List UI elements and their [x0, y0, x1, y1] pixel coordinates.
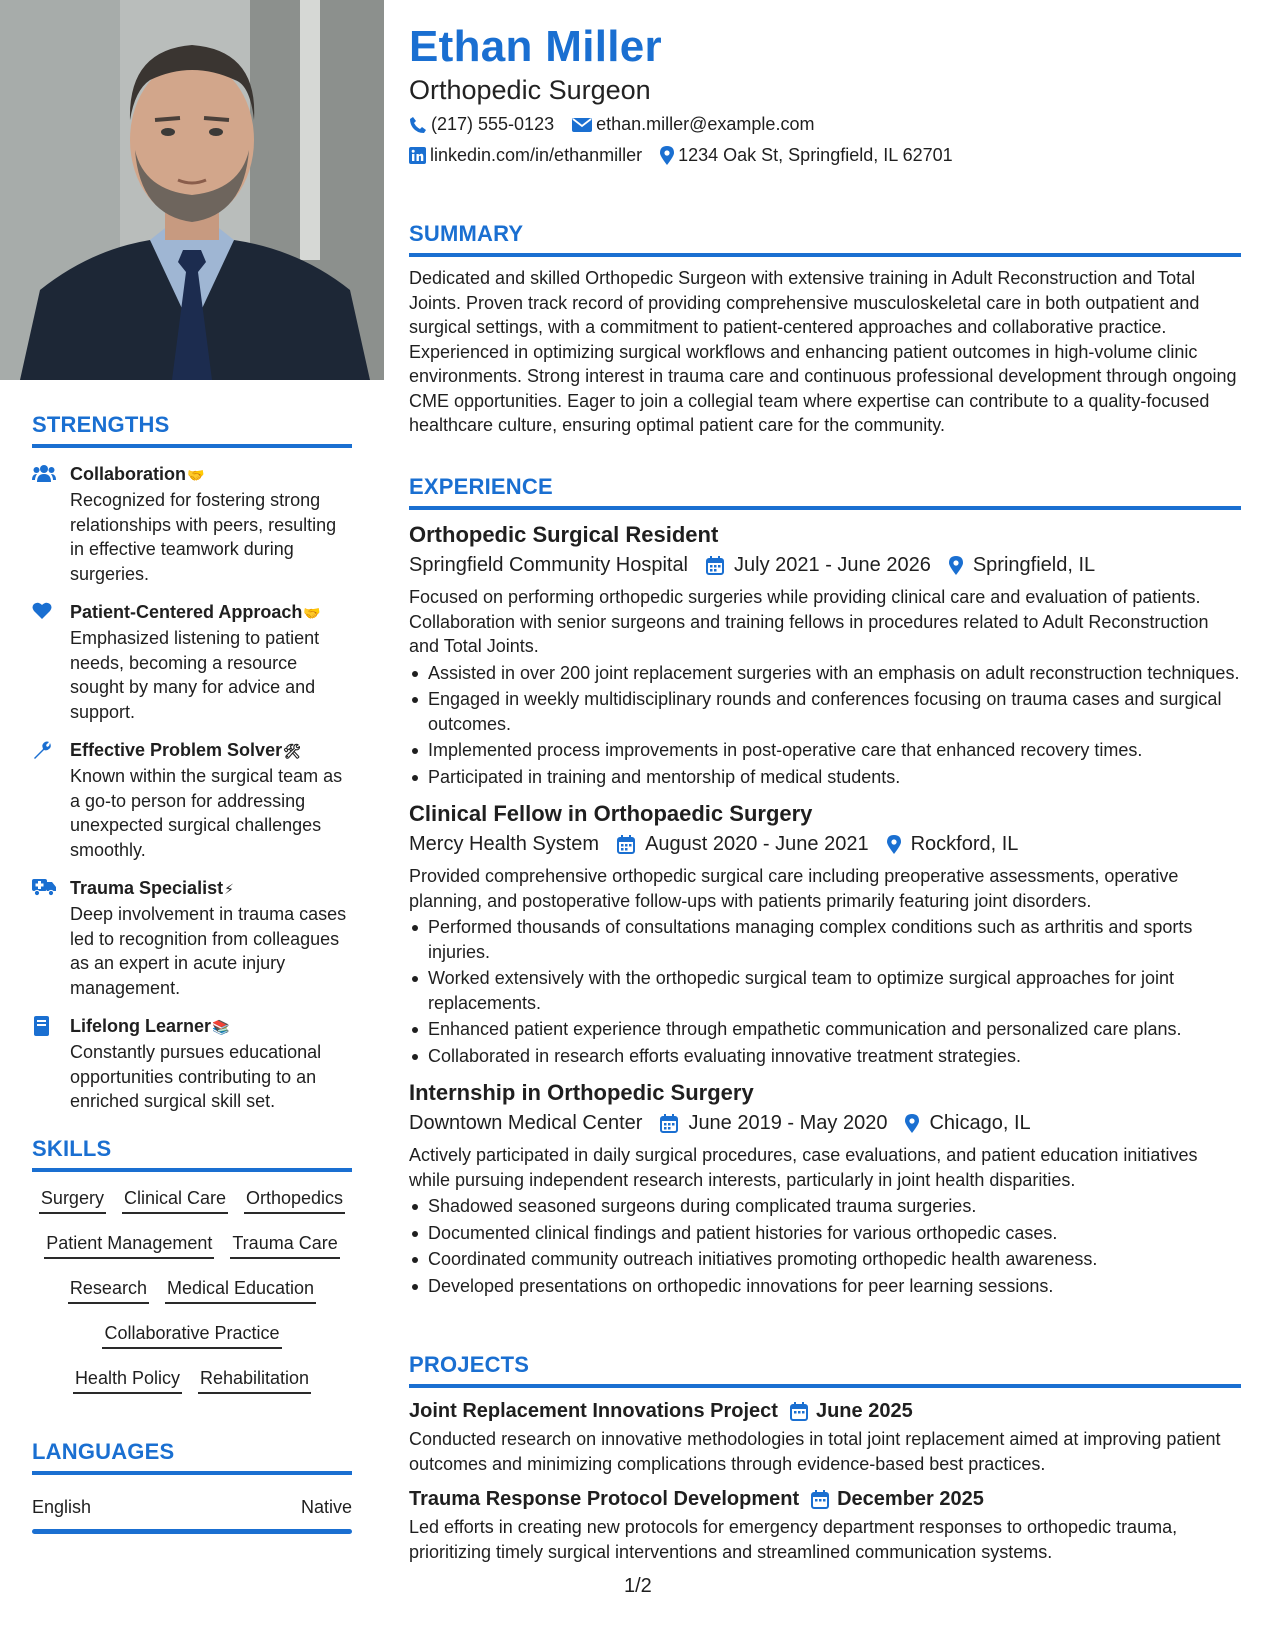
- job-description: Focused on performing orthopedic surgeries while providing clinical care and evaluation of patients. Collaboration with senior surgeons and training fellows in procedures related to Adult Reconstruction and Total Joints.: [409, 587, 1209, 656]
- job-dates-wrap: [617, 833, 869, 856]
- job-meta: [409, 833, 1241, 856]
- project-title: Trauma Response Protocol Development: [409, 1488, 800, 1510]
- job-bullet: Performed thousands of consultations managing complex conditions such as arthritis and sports injuries.: [409, 915, 1241, 964]
- job-bullets: [409, 661, 1241, 790]
- summary-text: Dedicated and skilled Orthopedic Surgeon with extensive training in Adult Reconstruction and Total Joints. Proven track record of providing comprehensive musculoskeletal care in both outpatient and surgical settings, with a commitment to patient-centered approaches and collaborative practice. Experienced in optimizing surgical workflows and enhancing patient outcomes in high-volume clinic environments. Strong interest in trauma care and continuous professional development through ongoing CME opportunities. Eager to join a collegial team where expertise can contribute to a quality-focused healthcare culture, ensuring optimal patient care for the community.: [409, 268, 1237, 435]
- phone-icon: [409, 116, 427, 134]
- strength-title: Lifelong Learner: [70, 1016, 212, 1036]
- contact-row: [409, 114, 832, 135]
- strength-title: Collaboration: [70, 464, 186, 484]
- job-bullet: Implemented process improvements in post-operative care that enhanced recovery times.: [409, 738, 1241, 763]
- skill-row: [32, 1366, 352, 1411]
- calendar-icon: [706, 556, 724, 575]
- language-level: Native: [300, 1496, 352, 1517]
- job-description: Actively participated in daily surgical procedures, case evaluations, and patient education initiatives while pursuing independent research interests, particularly in joint health disparities.: [409, 1145, 1198, 1190]
- skills-list: [32, 1186, 352, 1411]
- job-dates: August 2020 - June 2021: [645, 833, 869, 855]
- map-pin-icon: [905, 1114, 919, 1133]
- job-dates-wrap: [706, 554, 931, 577]
- book-icon: [32, 1014, 70, 1114]
- lightning-emoji: ⚡: [224, 881, 234, 897]
- linkedin-contact[interactable]: [409, 145, 642, 166]
- email-contact[interactable]: [572, 114, 814, 135]
- project-date: December 2025: [837, 1488, 984, 1510]
- project-entry: [409, 1400, 1241, 1476]
- job-bullet: Engaged in weekly multidisciplinary rounds and conferences focusing on trauma cases and surgical outcomes.: [409, 687, 1241, 736]
- projects-section: [409, 1352, 1241, 1564]
- wrench-icon: [32, 738, 70, 862]
- skill-tag: Medical Education: [165, 1276, 316, 1304]
- heart-icon: [32, 600, 70, 724]
- sidebar: [0, 0, 384, 1650]
- address: 1234 Oak St, Springfield, IL 62701: [678, 145, 953, 165]
- job-org: Springfield Community Hospital: [409, 554, 689, 576]
- ambulance-icon: [32, 876, 70, 1000]
- job-location: Rockford, IL: [910, 833, 1019, 855]
- job-bullet: Developed presentations on orthopedic innovations for peer learning sessions.: [409, 1274, 1241, 1299]
- candidate-name: Ethan Miller: [409, 22, 662, 71]
- skill-tag: Collaborative Practice: [102, 1321, 281, 1349]
- job-bullets: [409, 1194, 1241, 1298]
- project-head: [409, 1488, 1241, 1511]
- strength-item: [32, 876, 352, 1000]
- strength-desc: Constantly pursues educational opportunities contributing to an enriched surgical skill set.: [70, 1042, 322, 1111]
- job-bullet: Coordinated community outreach initiatives promoting orthopedic health awareness.: [409, 1247, 1241, 1272]
- job-location-wrap: [887, 833, 1019, 856]
- project-head: [409, 1400, 1241, 1423]
- strength-item: [32, 1014, 352, 1114]
- skill-tag: Orthopedics: [244, 1186, 345, 1214]
- job-bullets: [409, 915, 1241, 1068]
- project-description: Led efforts in creating new protocols for emergency department responses to orthopedic trauma, prioritizing timely surgical interventions and streamlined communication systems.: [409, 1517, 1178, 1562]
- project-description: Conducted research on innovative methodologies in total joint replacement aimed at improving patient outcomes and minimizing complications through evidence-based best practices.: [409, 1429, 1221, 1474]
- job-org: Mercy Health System: [409, 833, 600, 855]
- job-location-wrap: [949, 554, 1095, 577]
- phone-number: (217) 555-0123: [431, 114, 555, 134]
- handshake-emoji: 🤝: [303, 605, 321, 621]
- linkedin-url[interactable]: linkedin.com/in/ethanmiller: [430, 145, 643, 165]
- strengths-heading: STRENGTHS: [32, 412, 352, 448]
- strength-item: [32, 738, 352, 862]
- strength-desc: Known within the surgical team as a go-to person for addressing unexpected surgical challenges smoothly.: [70, 766, 343, 860]
- strength-title: Effective Problem Solver: [70, 740, 283, 760]
- summary-section: [409, 221, 1241, 438]
- job-meta: [409, 1112, 1241, 1135]
- job-dates: June 2019 - May 2020: [688, 1112, 888, 1134]
- skill-row: [32, 1186, 352, 1231]
- map-pin-icon: [949, 556, 963, 575]
- job-bullet: Documented clinical findings and patient histories for various orthopedic cases.: [409, 1221, 1241, 1246]
- language-proficiency-bar: [32, 1529, 352, 1534]
- skill-tag: Rehabilitation: [198, 1366, 311, 1394]
- calendar-icon: [617, 835, 635, 854]
- job-dates-wrap: [660, 1112, 887, 1135]
- job-meta: [409, 554, 1241, 577]
- profile-photo: [0, 0, 384, 380]
- tools-emoji: 🛠: [283, 743, 301, 759]
- job-bullet: Enhanced patient experience through empathetic communication and personalized care plans.: [409, 1017, 1241, 1042]
- skills-heading: SKILLS: [32, 1136, 352, 1172]
- map-pin-icon: [660, 146, 674, 165]
- language-item: [32, 1497, 352, 1518]
- skill-tag: Clinical Care: [122, 1186, 228, 1214]
- calendar-icon: [811, 1490, 829, 1509]
- address-contact: [660, 145, 953, 166]
- job-location: Chicago, IL: [929, 1112, 1031, 1134]
- job-dates: July 2021 - June 2026: [734, 554, 931, 576]
- experience-section: [409, 474, 1241, 1300]
- languages-heading: LANGUAGES: [32, 1439, 352, 1475]
- users-icon: [32, 462, 70, 586]
- skill-tag: Research: [68, 1276, 149, 1304]
- experience-heading: EXPERIENCE: [409, 474, 1241, 510]
- calendar-icon: [790, 1402, 808, 1421]
- job-bullet: Participated in training and mentorship of medical students.: [409, 765, 1241, 790]
- strength-item: [32, 462, 352, 586]
- contact-row: [409, 145, 971, 166]
- job-bullet: Collaborated in research efforts evaluating innovative treatment strategies.: [409, 1044, 1241, 1069]
- summary-heading: SUMMARY: [409, 221, 1241, 257]
- job-title: Clinical Fellow in Orthopaedic Surgery: [409, 801, 813, 826]
- skill-tag: Trauma Care: [230, 1231, 339, 1259]
- job-bullet: Shadowed seasoned surgeons during complicated trauma surgeries.: [409, 1194, 1241, 1219]
- strength-desc: Emphasized listening to patient needs, becoming a resource sought by many for advice and support.: [70, 628, 320, 722]
- skill-row: [32, 1276, 352, 1321]
- job-title: Internship in Orthopedic Surgery: [409, 1080, 754, 1105]
- job-title: Orthopedic Surgical Resident: [409, 522, 719, 547]
- strength-title: Patient-Centered Approach: [70, 602, 303, 622]
- strength-desc: Recognized for fostering strong relationships with peers, resulting in effective teamwork during surgeries.: [70, 490, 337, 584]
- calendar-icon: [660, 1114, 678, 1133]
- page-number: 1/2: [624, 1575, 652, 1597]
- handshake-emoji: 🤝: [187, 467, 205, 483]
- project-entry: [409, 1488, 1241, 1564]
- skill-row: [32, 1231, 352, 1276]
- sidebar-content: [32, 412, 352, 1534]
- skill-tag: Surgery: [39, 1186, 106, 1214]
- books-emoji: 📚: [212, 1019, 230, 1035]
- job-location: Springfield, IL: [972, 554, 1096, 576]
- projects-heading: PROJECTS: [409, 1352, 1241, 1388]
- envelope-icon: [572, 117, 592, 133]
- phone-contact: [409, 114, 554, 135]
- skill-row: [32, 1321, 352, 1366]
- job-entry: [409, 1080, 1241, 1298]
- strength-title: Trauma Specialist: [70, 878, 224, 898]
- job-description: Provided comprehensive orthopedic surgical care including preoperative assessments, operative planning, and postoperative follow-ups with patients primarily featuring joint disorders.: [409, 866, 1179, 911]
- job-entry: [409, 801, 1241, 1068]
- project-title: Joint Replacement Innovations Project: [409, 1400, 778, 1422]
- job-entry: [409, 522, 1241, 789]
- skill-tag: Health Policy: [73, 1366, 182, 1394]
- strength-item: [32, 600, 352, 724]
- email-address[interactable]: ethan.miller@example.com: [596, 114, 815, 134]
- strength-desc: Deep involvement in trauma cases led to recognition from colleagues as an expert in acute injury management.: [70, 904, 347, 998]
- map-pin-icon: [887, 835, 901, 854]
- language-name: English: [32, 1496, 92, 1517]
- skill-tag: Patient Management: [44, 1231, 214, 1259]
- job-location-wrap: [905, 1112, 1030, 1135]
- job-bullet: Worked extensively with the orthopedic surgical team to optimize surgical approaches for joint replacements.: [409, 966, 1241, 1015]
- project-date: June 2025: [815, 1400, 913, 1422]
- candidate-title: Orthopedic Surgeon: [409, 75, 651, 105]
- job-org: Downtown Medical Center: [409, 1112, 643, 1134]
- job-bullet: Assisted in over 200 joint replacement surgeries with an emphasis on adult reconstruction techniques.: [409, 661, 1241, 686]
- linkedin-icon: [409, 147, 426, 164]
